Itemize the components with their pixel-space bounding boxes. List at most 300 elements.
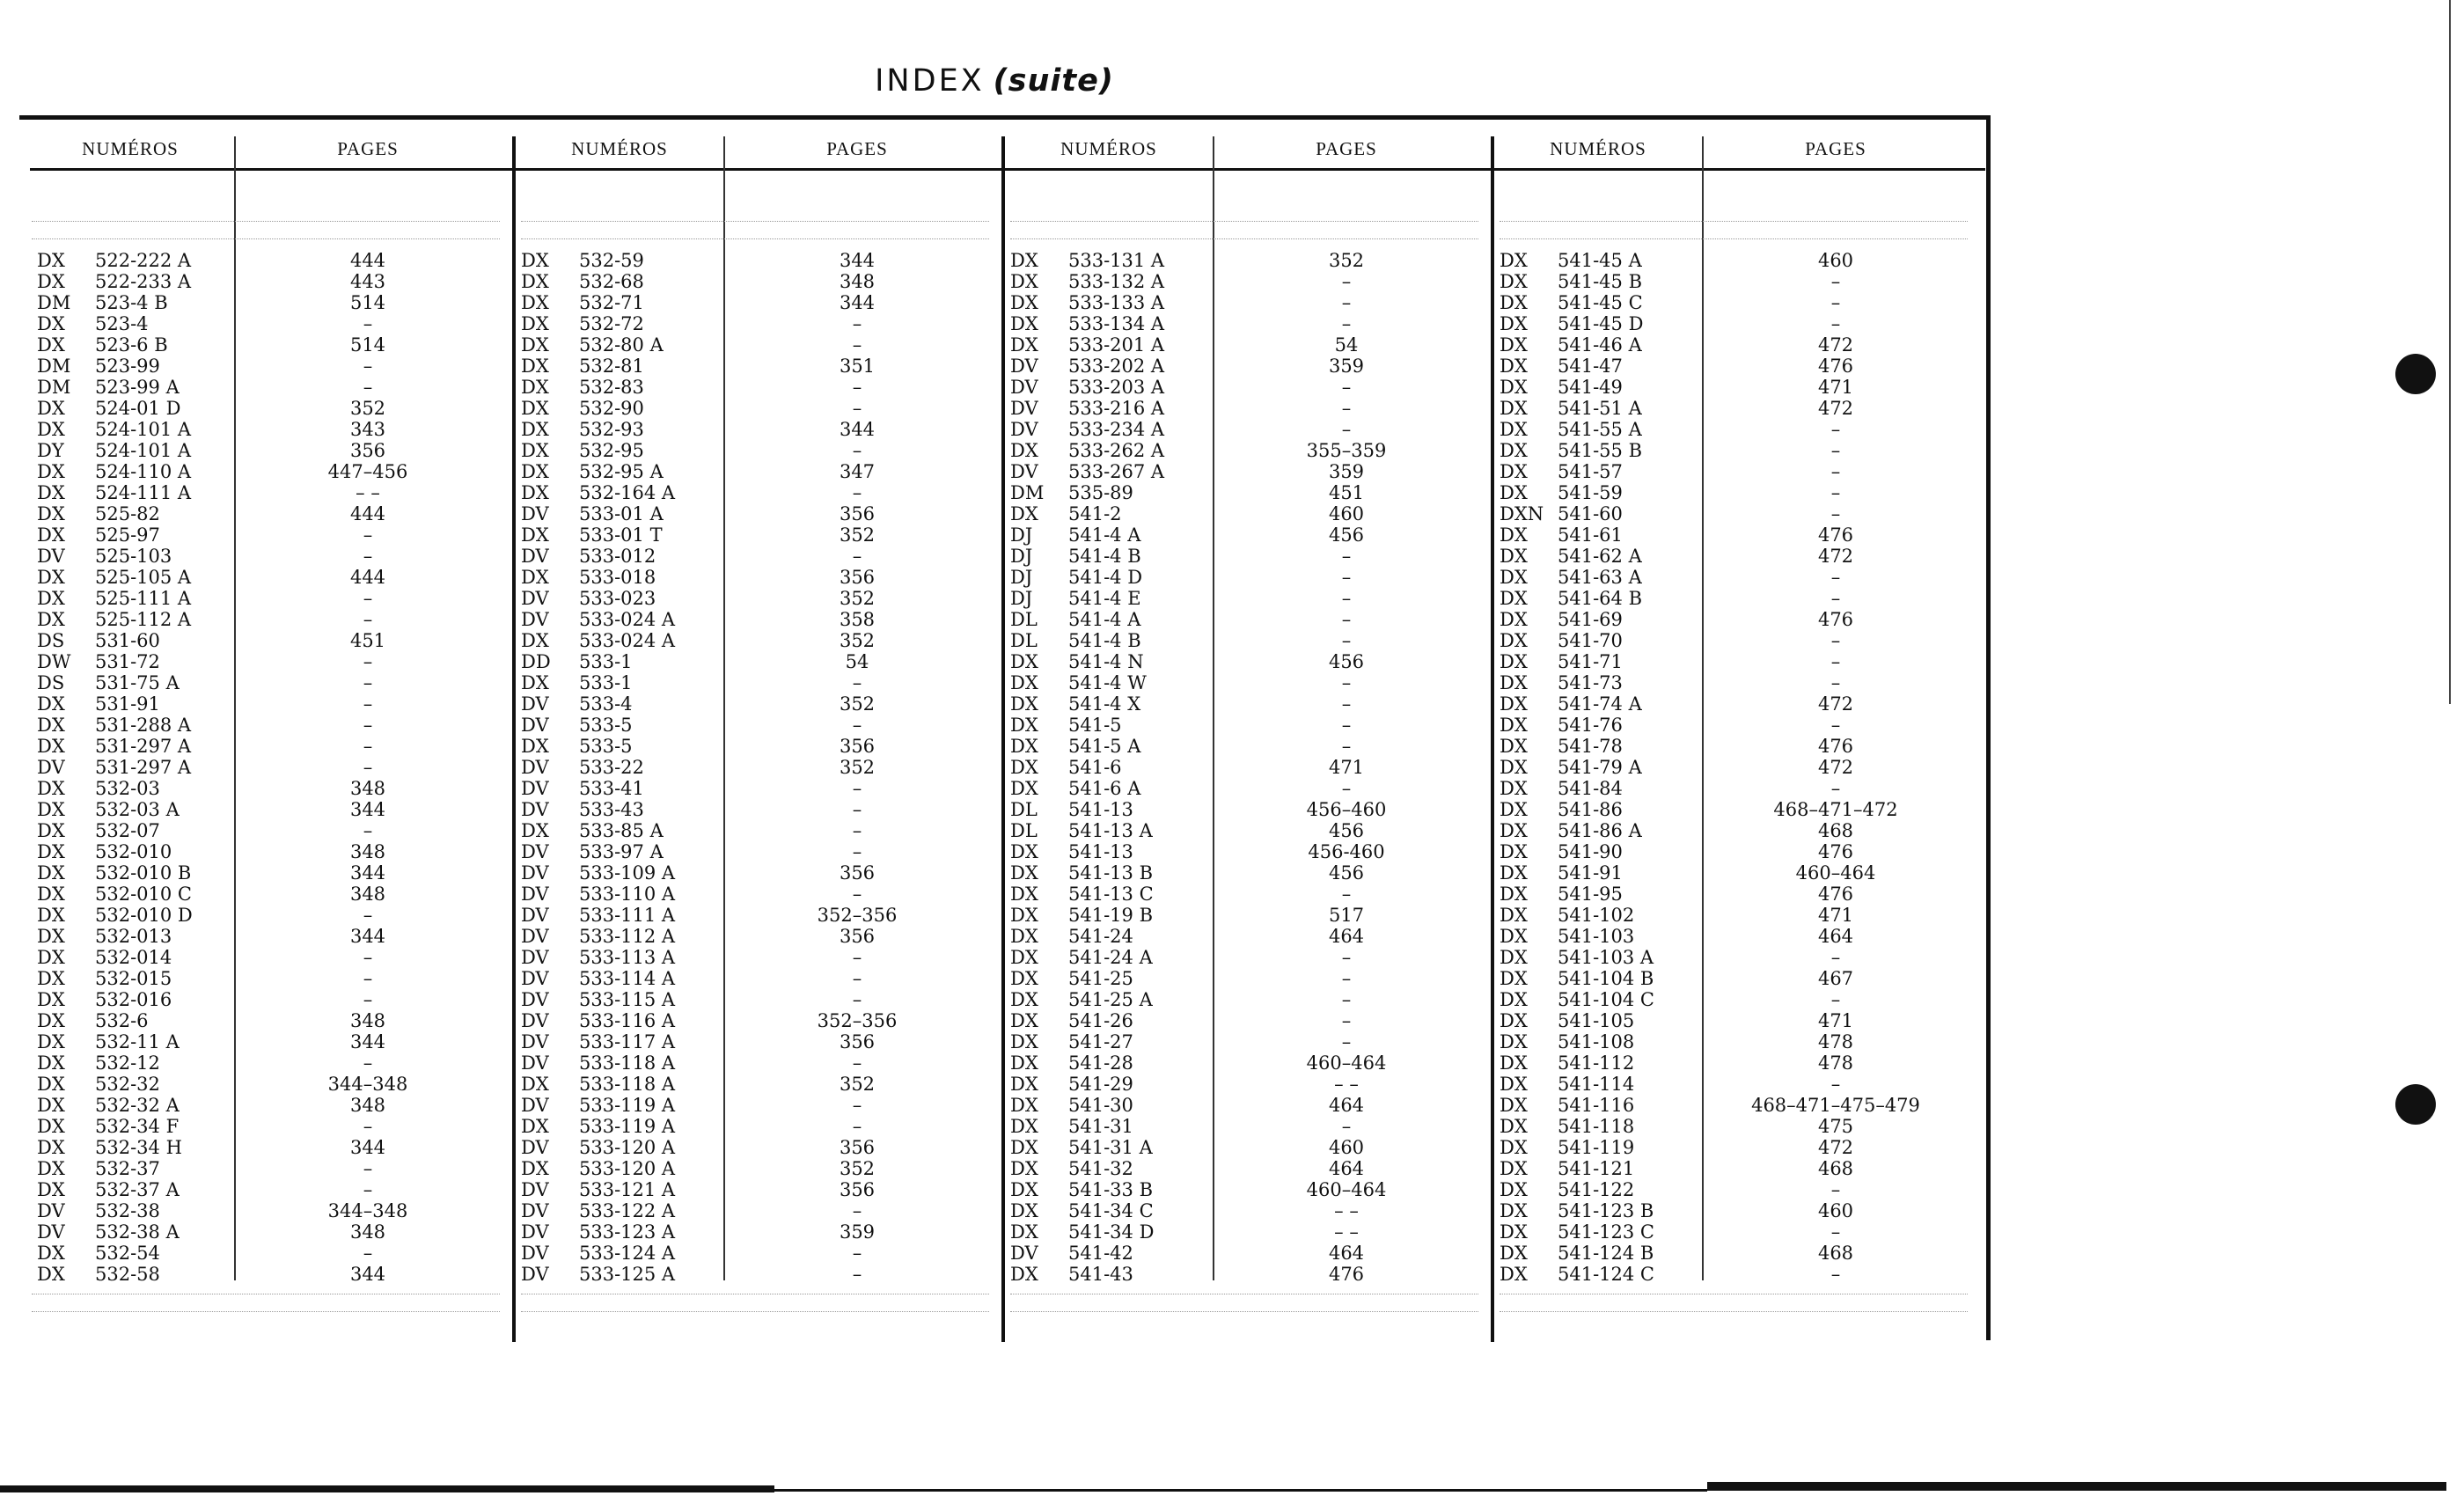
part-number: 533-01 T bbox=[579, 524, 663, 546]
index-row bbox=[1500, 862, 1876, 884]
part-number: 541-4 N bbox=[1068, 651, 1144, 672]
page-ref: – bbox=[1341, 609, 1352, 630]
page-ref: 344 bbox=[839, 250, 876, 271]
part-number: 541-34 C bbox=[1068, 1200, 1154, 1221]
page-ref: 476 bbox=[1817, 884, 1854, 905]
part-number: 522-233 A bbox=[95, 271, 192, 292]
series-code: DV bbox=[521, 715, 549, 736]
part-number: 533-115 A bbox=[579, 989, 676, 1010]
page-ref: – bbox=[852, 482, 862, 503]
series-code: DX bbox=[1010, 672, 1038, 693]
page-ref: 356 bbox=[839, 1031, 876, 1052]
series-code: DX bbox=[1500, 440, 1528, 461]
page-ref: 54 bbox=[845, 651, 869, 672]
page-ref: – bbox=[852, 989, 862, 1010]
series-code: DX bbox=[1500, 862, 1528, 884]
part-number: 532-37 A bbox=[95, 1179, 180, 1200]
part-number: 532-59 bbox=[579, 250, 644, 271]
index-row bbox=[37, 651, 373, 672]
series-code: DV bbox=[521, 546, 549, 567]
page-ref: – bbox=[1830, 989, 1841, 1010]
part-number: 541-4 E bbox=[1068, 588, 1141, 609]
index-row bbox=[1500, 250, 1854, 271]
series-code: DL bbox=[1010, 820, 1038, 841]
part-number: 532-81 bbox=[579, 356, 644, 377]
series-code: DX bbox=[1010, 1221, 1038, 1243]
page-ref: – bbox=[852, 440, 862, 461]
index-row bbox=[1500, 292, 1841, 313]
series-code: DX bbox=[37, 588, 65, 609]
index-row bbox=[1010, 926, 1365, 947]
part-number: 533-01 A bbox=[579, 503, 664, 524]
series-code: DXN bbox=[1500, 503, 1544, 524]
page-ref: 472 bbox=[1817, 757, 1854, 778]
page-ref: 344 bbox=[349, 926, 386, 947]
page-ref: – bbox=[852, 841, 862, 862]
index-row bbox=[521, 440, 862, 461]
page-ref: 343 bbox=[349, 419, 386, 440]
part-number: 533-118 A bbox=[579, 1074, 676, 1095]
page-ref: – bbox=[1830, 715, 1841, 736]
index-row bbox=[1010, 313, 1352, 334]
index-row bbox=[1500, 1074, 1841, 1095]
header-numeros: NUMÉROS bbox=[1550, 138, 1646, 159]
part-number: 525-111 A bbox=[95, 588, 192, 609]
index-row bbox=[37, 736, 373, 757]
index-row bbox=[1500, 313, 1841, 334]
page-ref: 456 bbox=[1328, 862, 1365, 884]
dotted-guide bbox=[32, 238, 500, 239]
series-code: DV bbox=[521, 884, 549, 905]
part-number: 525-112 A bbox=[95, 609, 192, 630]
index-row bbox=[1500, 736, 1854, 757]
series-code: DX bbox=[1500, 482, 1528, 503]
series-code: DX bbox=[521, 419, 549, 440]
page-ref: – bbox=[852, 398, 862, 419]
page-ref: 460 bbox=[1817, 1200, 1854, 1221]
series-code: DX bbox=[1010, 989, 1038, 1010]
series-code: DX bbox=[37, 524, 65, 546]
series-code: DX bbox=[521, 377, 549, 398]
part-number: 541-55 B bbox=[1558, 440, 1643, 461]
part-number: 533-132 A bbox=[1068, 271, 1165, 292]
series-code: DV bbox=[521, 1200, 549, 1221]
part-number: 533-43 bbox=[579, 799, 644, 820]
page-ref: – bbox=[1830, 440, 1841, 461]
bottom-edge-line bbox=[0, 1485, 774, 1492]
page-ref: – bbox=[1341, 736, 1352, 757]
series-code: DX bbox=[521, 820, 549, 841]
page-ref: – bbox=[852, 799, 862, 820]
part-number: 533-1 bbox=[579, 651, 633, 672]
part-number: 532-010 C bbox=[95, 884, 193, 905]
page-ref: 344 bbox=[839, 419, 876, 440]
part-number: 541-30 bbox=[1068, 1095, 1133, 1116]
series-code: DX bbox=[37, 250, 65, 271]
page-ref: – bbox=[363, 377, 373, 398]
part-number: 533-41 bbox=[579, 778, 644, 799]
part-number: 541-74 A bbox=[1558, 693, 1642, 715]
part-number: 541-122 bbox=[1558, 1179, 1635, 1200]
series-code: DX bbox=[37, 926, 65, 947]
index-row bbox=[37, 1010, 386, 1031]
page-ref: – bbox=[1341, 693, 1352, 715]
series-code: DX bbox=[1500, 1137, 1528, 1158]
series-code: DX bbox=[37, 884, 65, 905]
series-code: DX bbox=[521, 482, 549, 503]
series-code: DX bbox=[1010, 1010, 1038, 1031]
series-code: DM bbox=[37, 356, 71, 377]
index-row bbox=[1500, 461, 1841, 482]
series-code: DX bbox=[1500, 1243, 1528, 1264]
page-ref: – bbox=[1830, 672, 1841, 693]
part-number: 531-91 bbox=[95, 693, 160, 715]
index-row bbox=[1500, 1137, 1854, 1158]
part-number: 541-46 A bbox=[1558, 334, 1642, 356]
bottom-edge-line bbox=[774, 1489, 1707, 1492]
series-code: DV bbox=[521, 1031, 549, 1052]
index-row bbox=[1500, 440, 1841, 461]
series-code: DM bbox=[1010, 482, 1045, 503]
page-ref: 359 bbox=[839, 1221, 876, 1243]
part-number: 541-4 D bbox=[1068, 567, 1143, 588]
page-ref: – bbox=[1341, 398, 1352, 419]
series-code: DX bbox=[1500, 778, 1528, 799]
series-code: DX bbox=[521, 250, 549, 271]
page-ref: – bbox=[852, 778, 862, 799]
header-pages: PAGES bbox=[337, 138, 399, 159]
page-ref: – bbox=[363, 715, 373, 736]
dotted-guide bbox=[1500, 238, 1968, 239]
part-number: 533-120 A bbox=[579, 1137, 676, 1158]
index-row bbox=[521, 862, 876, 884]
index-row bbox=[1500, 334, 1854, 356]
series-code: DX bbox=[1010, 1179, 1038, 1200]
index-row bbox=[1010, 524, 1365, 546]
index-row bbox=[521, 736, 876, 757]
index-row bbox=[1010, 1116, 1352, 1137]
series-code: DJ bbox=[1010, 588, 1033, 609]
index-row bbox=[37, 1158, 373, 1179]
part-number: 541-32 bbox=[1068, 1158, 1133, 1179]
index-row bbox=[521, 884, 862, 905]
index-row bbox=[37, 567, 386, 588]
series-code: DX bbox=[1010, 1052, 1038, 1074]
index-row bbox=[1010, 947, 1352, 968]
title-subtitle: (suite) bbox=[993, 63, 1114, 99]
part-number: 541-118 bbox=[1558, 1116, 1635, 1137]
series-code: DX bbox=[1500, 1052, 1528, 1074]
index-row bbox=[1010, 630, 1352, 651]
index-row bbox=[1500, 693, 1854, 715]
index-row bbox=[521, 503, 876, 524]
part-number: 533-262 A bbox=[1068, 440, 1165, 461]
page-ref: 356 bbox=[839, 1137, 876, 1158]
series-code: DX bbox=[1500, 546, 1528, 567]
header-pages: PAGES bbox=[1805, 138, 1866, 159]
index-row bbox=[521, 1158, 876, 1179]
index-row bbox=[1500, 799, 1898, 820]
index-row bbox=[37, 672, 373, 693]
page-ref: 344–348 bbox=[327, 1074, 408, 1095]
part-number: 532-93 bbox=[579, 419, 644, 440]
series-code: DX bbox=[1010, 757, 1038, 778]
page-ref: – bbox=[1830, 1264, 1841, 1285]
part-number: 541-112 bbox=[1558, 1052, 1635, 1074]
dotted-guide bbox=[1500, 1311, 1968, 1312]
dotted-guide bbox=[1010, 221, 1478, 222]
index-row bbox=[37, 905, 373, 926]
page-ref: – bbox=[363, 1243, 373, 1264]
index-row bbox=[1500, 1052, 1854, 1074]
series-code: DS bbox=[37, 672, 65, 693]
series-code: DX bbox=[521, 398, 549, 419]
part-number: 541-71 bbox=[1558, 651, 1623, 672]
page-ref: 352 bbox=[839, 693, 876, 715]
index-row bbox=[521, 292, 876, 313]
index-row bbox=[1010, 884, 1352, 905]
index-row bbox=[521, 419, 876, 440]
page-ref: 355–359 bbox=[1306, 440, 1387, 461]
part-number: 533-109 A bbox=[579, 862, 676, 884]
part-number: 541-4 X bbox=[1068, 693, 1141, 715]
series-code: DX bbox=[1010, 334, 1038, 356]
series-code: DX bbox=[37, 567, 65, 588]
series-code: DV bbox=[37, 757, 65, 778]
index-row bbox=[37, 757, 373, 778]
part-number: 524-111 A bbox=[95, 482, 192, 503]
part-number: 541-25 bbox=[1068, 968, 1133, 989]
part-number: 541-43 bbox=[1068, 1264, 1133, 1285]
series-code: DX bbox=[1010, 1158, 1038, 1179]
series-code: DX bbox=[1010, 841, 1038, 862]
index-row bbox=[1500, 377, 1854, 398]
part-number: 525-105 A bbox=[95, 567, 192, 588]
page-ref: 460 bbox=[1328, 503, 1365, 524]
series-code: DX bbox=[37, 715, 65, 736]
part-number: 541-45 B bbox=[1558, 271, 1643, 292]
series-code: DX bbox=[37, 841, 65, 862]
series-code: DX bbox=[1500, 715, 1528, 736]
series-code: DJ bbox=[1010, 546, 1033, 567]
series-code: DX bbox=[1500, 1264, 1528, 1285]
series-code: DV bbox=[521, 968, 549, 989]
part-number: 533-201 A bbox=[1068, 334, 1165, 356]
dotted-guide bbox=[32, 221, 500, 222]
series-code: DX bbox=[37, 1158, 65, 1179]
index-row bbox=[1500, 419, 1841, 440]
page-edge-line bbox=[2449, 0, 2451, 704]
part-number: 541-114 bbox=[1558, 1074, 1635, 1095]
table-top-border bbox=[19, 115, 1991, 120]
page-ref: 468–471–472 bbox=[1773, 799, 1898, 820]
page-ref: 356 bbox=[839, 567, 876, 588]
index-row bbox=[521, 1221, 876, 1243]
page-ref: 471 bbox=[1328, 757, 1365, 778]
page-ref: – bbox=[852, 1264, 862, 1285]
page-ref: – bbox=[1830, 1221, 1841, 1243]
index-row bbox=[1010, 440, 1387, 461]
page-ref: 471 bbox=[1817, 905, 1854, 926]
part-number: 541-119 bbox=[1558, 1137, 1635, 1158]
dotted-guide bbox=[521, 238, 989, 239]
page-ref: – bbox=[852, 820, 862, 841]
page-ref: – bbox=[1341, 1031, 1352, 1052]
series-code: DX bbox=[1010, 968, 1038, 989]
page-ref: – bbox=[852, 672, 862, 693]
index-row bbox=[521, 651, 869, 672]
part-number: 541-95 bbox=[1558, 884, 1623, 905]
index-row bbox=[1500, 947, 1841, 968]
part-number: 541-84 bbox=[1558, 778, 1623, 799]
part-number: 541-73 bbox=[1558, 672, 1623, 693]
index-row bbox=[1500, 820, 1854, 841]
page-ref: 468 bbox=[1817, 1243, 1854, 1264]
series-code: DX bbox=[37, 799, 65, 820]
series-code: DX bbox=[37, 419, 65, 440]
page-ref: – bbox=[1341, 884, 1352, 905]
page-ref: – bbox=[363, 905, 373, 926]
page-ref: – bbox=[1341, 377, 1352, 398]
part-number: 533-114 A bbox=[579, 968, 676, 989]
index-row bbox=[37, 440, 386, 461]
index-row bbox=[1010, 609, 1352, 630]
index-row bbox=[1500, 778, 1841, 799]
part-number: 532-80 A bbox=[579, 334, 664, 356]
index-row bbox=[1500, 482, 1841, 503]
part-number: 533-133 A bbox=[1068, 292, 1165, 313]
index-row bbox=[1010, 1095, 1365, 1116]
punch-hole bbox=[2395, 354, 2436, 394]
index-row bbox=[37, 1052, 373, 1074]
series-code: DV bbox=[1010, 419, 1038, 440]
index-row bbox=[1010, 398, 1352, 419]
index-row bbox=[1010, 672, 1352, 693]
part-number: 541-124 B bbox=[1558, 1243, 1654, 1264]
part-number: 541-28 bbox=[1068, 1052, 1133, 1074]
series-code: DV bbox=[521, 1052, 549, 1074]
part-number: 541-116 bbox=[1558, 1095, 1635, 1116]
part-number: 533-97 A bbox=[579, 841, 664, 862]
dotted-guide bbox=[1500, 221, 1968, 222]
part-number: 532-95 A bbox=[579, 461, 664, 482]
part-number: 541-103 bbox=[1558, 926, 1635, 947]
page-ref: – bbox=[852, 334, 862, 356]
index-row bbox=[521, 1010, 898, 1031]
series-code: DX bbox=[1010, 905, 1038, 926]
part-number: 532-6 bbox=[95, 1010, 149, 1031]
index-row bbox=[521, 482, 862, 503]
series-code: DX bbox=[37, 461, 65, 482]
series-code: DX bbox=[1010, 884, 1038, 905]
index-row bbox=[1500, 588, 1841, 609]
index-row bbox=[1010, 693, 1352, 715]
series-code: DX bbox=[1500, 905, 1528, 926]
page-ref: – bbox=[1830, 947, 1841, 968]
series-code: DV bbox=[521, 1264, 549, 1285]
page-ref: 472 bbox=[1817, 334, 1854, 356]
series-code: DV bbox=[1010, 461, 1038, 482]
page-ref: 344 bbox=[349, 1137, 386, 1158]
page-ref: – bbox=[1341, 672, 1352, 693]
index-row bbox=[1010, 503, 1365, 524]
index-row bbox=[521, 693, 876, 715]
page-ref: – bbox=[1830, 1179, 1841, 1200]
part-number: 533-216 A bbox=[1068, 398, 1165, 419]
index-row bbox=[521, 1137, 876, 1158]
part-number: 532-03 A bbox=[95, 799, 180, 820]
page-ref: 464 bbox=[1328, 1095, 1365, 1116]
index-row bbox=[521, 588, 876, 609]
part-number: 541-62 A bbox=[1558, 546, 1642, 567]
series-code: DX bbox=[37, 989, 65, 1010]
index-row bbox=[37, 1116, 373, 1137]
index-row bbox=[521, 672, 862, 693]
page-ref: 356 bbox=[839, 503, 876, 524]
part-number: 532-32 bbox=[95, 1074, 160, 1095]
index-row bbox=[521, 1052, 862, 1074]
index-row bbox=[1500, 1095, 1920, 1116]
part-number: 541-104 C bbox=[1558, 989, 1655, 1010]
series-code: DL bbox=[1010, 630, 1038, 651]
part-number: 525-82 bbox=[95, 503, 160, 524]
part-number: 532-32 A bbox=[95, 1095, 180, 1116]
page-ref: 352 bbox=[839, 757, 876, 778]
index-row bbox=[1500, 884, 1854, 905]
part-number: 541-91 bbox=[1558, 862, 1623, 884]
series-code: DX bbox=[1500, 1158, 1528, 1179]
index-row bbox=[521, 630, 876, 651]
index-row bbox=[37, 546, 373, 567]
part-number: 531-288 A bbox=[95, 715, 192, 736]
series-code: DX bbox=[1010, 503, 1038, 524]
part-number: 533-119 A bbox=[579, 1095, 676, 1116]
page-ref: – bbox=[1341, 947, 1352, 968]
page-ref: 514 bbox=[349, 292, 386, 313]
index-row bbox=[521, 1264, 862, 1285]
index-row bbox=[37, 588, 373, 609]
series-code: DX bbox=[37, 905, 65, 926]
part-number: 532-013 bbox=[95, 926, 172, 947]
part-number: 533-234 A bbox=[1068, 419, 1165, 440]
page-ref: 348 bbox=[349, 841, 386, 862]
part-number: 533-4 bbox=[579, 693, 633, 715]
series-code: DV bbox=[521, 1010, 549, 1031]
page-ref: – bbox=[363, 989, 373, 1010]
index-row bbox=[37, 841, 386, 862]
part-number: 541-78 bbox=[1558, 736, 1623, 757]
page-ref: 352 bbox=[839, 524, 876, 546]
index-row bbox=[37, 820, 373, 841]
series-code: DX bbox=[521, 1074, 549, 1095]
series-code: DX bbox=[37, 947, 65, 968]
page-ref: – bbox=[363, 524, 373, 546]
series-code: DX bbox=[1010, 651, 1038, 672]
series-code: DX bbox=[1500, 250, 1528, 271]
index-row bbox=[37, 377, 373, 398]
series-code: DX bbox=[1500, 947, 1528, 968]
series-code: DX bbox=[521, 567, 549, 588]
page-ref: – bbox=[1830, 313, 1841, 334]
part-number: 541-25 A bbox=[1068, 989, 1153, 1010]
part-number: 541-60 bbox=[1558, 503, 1623, 524]
page-ref: 476 bbox=[1328, 1264, 1365, 1285]
series-code: DX bbox=[1500, 884, 1528, 905]
page-ref: 352 bbox=[349, 398, 386, 419]
part-number: 533-134 A bbox=[1068, 313, 1165, 334]
series-code: DS bbox=[37, 630, 65, 651]
series-code: DX bbox=[521, 313, 549, 334]
